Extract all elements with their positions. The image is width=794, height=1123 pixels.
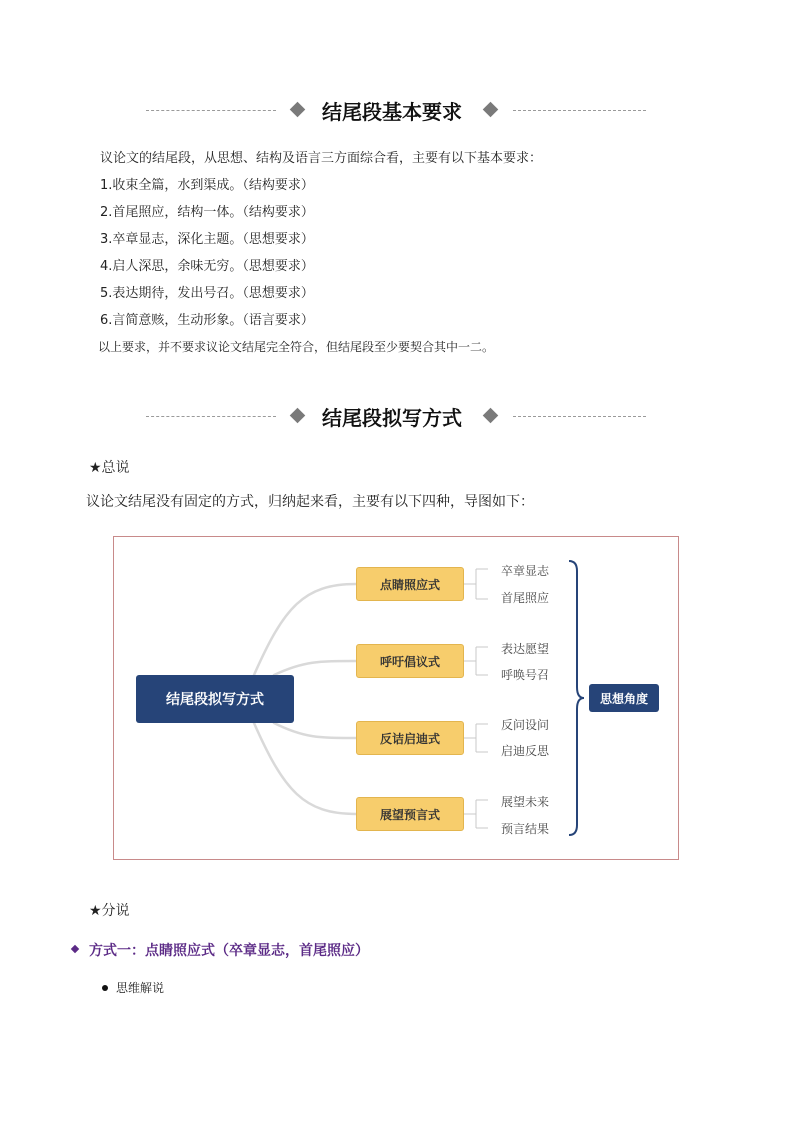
mindmap-root-node: 结尾段拟写方式 (136, 675, 294, 723)
requirement-item: 5.表达期待，发出号召。（思想要求） (100, 286, 314, 301)
mindmap-leaf: 表达愿望 (501, 642, 550, 656)
method-title: 方式一：点睛照应式（卒章显志，首尾照应） (89, 943, 369, 959)
connector-line (274, 661, 356, 675)
section-title: 结尾段基本要求 (322, 100, 462, 124)
mindmap-branch-node: 反诘启迪式 (356, 721, 464, 755)
mindmap-branch-node: 点睛照应式 (356, 567, 464, 601)
leaf-bracket (464, 569, 488, 599)
section-heading-requirements (0, 96, 794, 126)
mindmap-leaf: 展望未来 (501, 795, 550, 809)
bullet-text: 思维解说 (116, 981, 165, 995)
leaf-bracket (464, 647, 488, 675)
heading-divider-right (513, 110, 646, 111)
overview-label: ★总说 (89, 460, 130, 476)
heading-divider-left (146, 110, 276, 111)
requirement-item: 4.启人深思，余味无穷。（思想要求） (100, 259, 314, 274)
bullet-dot-icon (102, 985, 108, 991)
requirement-item: 3.卒章显志，深化主题。（思想要求） (100, 232, 314, 247)
summary-brace (569, 561, 584, 835)
heading-divider-right (513, 416, 646, 417)
mindmap-leaf: 呼唤号召 (501, 668, 550, 682)
mindmap-leaf: 预言结果 (501, 822, 550, 836)
mindmap-leaf: 启迪反思 (501, 744, 550, 758)
mindmap-branch-node: 展望预言式 (356, 797, 464, 831)
mindmap-leaf: 卒章显志 (501, 564, 550, 578)
heading-divider-left (146, 416, 276, 417)
connector-line (274, 723, 356, 738)
mindmap-leaf: 反问设问 (501, 718, 550, 732)
overview-text: 议论文结尾没有固定的方式，归纳起来看，主要有以下四种，导图如下： (86, 494, 534, 510)
requirement-item: 2.首尾照应，结构一体。（结构要求） (100, 205, 314, 220)
detail-label: ★分说 (89, 903, 130, 919)
diamond-icon (483, 102, 499, 118)
mindmap-summary-node: 思想角度 (589, 684, 659, 712)
diamond-icon (483, 408, 499, 424)
section-heading-methods (0, 402, 794, 432)
mindmap-branch-node: 呼吁倡议式 (356, 644, 464, 678)
mindmap-leaf: 首尾照应 (501, 591, 550, 605)
diamond-icon (290, 408, 306, 424)
requirements-note: 以上要求，并不要求议论文结尾完全符合，但结尾段至少要契合其中一二。 (98, 340, 495, 354)
mindmap (113, 536, 679, 860)
leaf-bracket (464, 800, 488, 828)
leaf-bracket (464, 724, 488, 752)
requirement-item: 1.收束全篇，水到渠成。（结构要求） (100, 178, 314, 193)
diamond-icon (290, 102, 306, 118)
requirement-item: 6.言简意赅，生动形象。（语言要求） (100, 313, 314, 328)
purple-diamond-icon (71, 945, 79, 953)
section-title: 结尾段拟写方式 (322, 406, 462, 430)
requirements-intro: 议论文的结尾段，从思想、结构及语言三方面综合看，主要有以下基本要求： (100, 151, 543, 166)
